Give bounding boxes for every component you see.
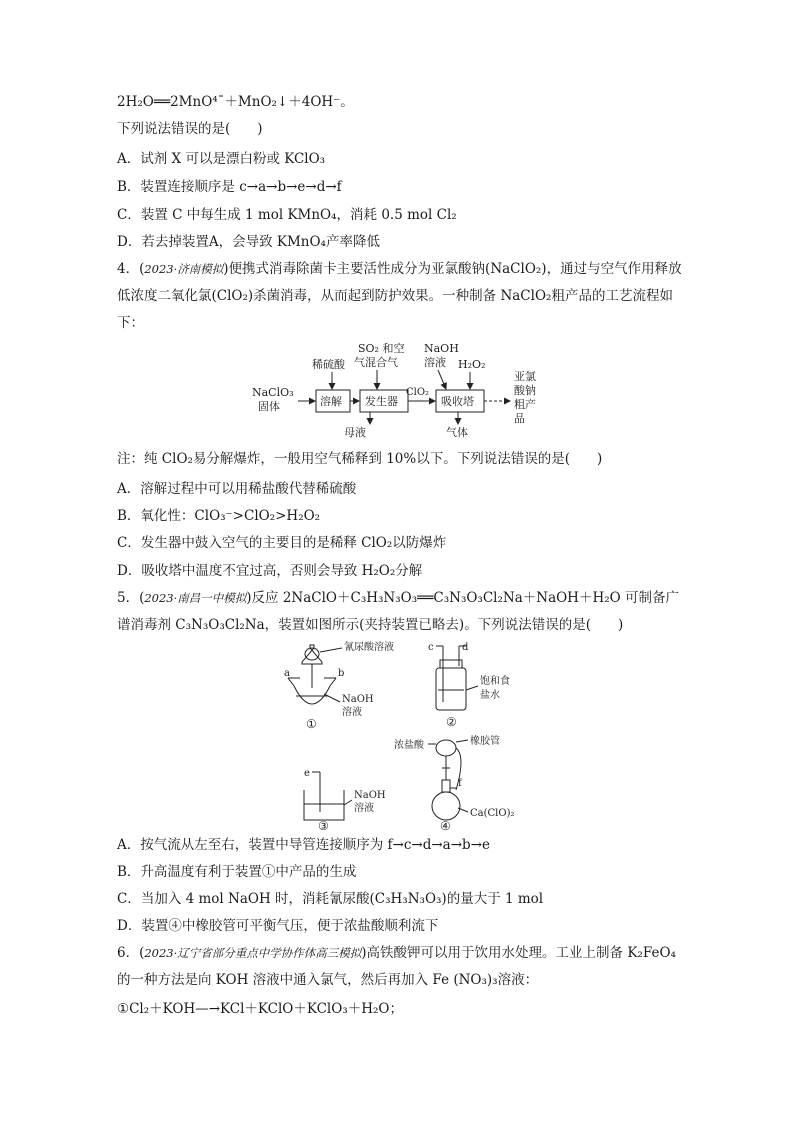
flow-naoh-1: NaOH: [424, 342, 459, 355]
app4-number: ④: [440, 819, 451, 832]
apparatus-3: [304, 772, 352, 820]
question-5-option-a: A．按气流从左至右，装置中导管连接顺序为 f→c→d→a→b→e: [117, 837, 490, 853]
question-4-option-a: A．溶解过程中可以用稀盐酸代替稀硫酸: [117, 481, 357, 497]
app1-naoh-2: 溶液: [342, 707, 362, 718]
flow-product-3: 粗产: [514, 398, 536, 411]
app4-port-f: f: [458, 778, 462, 789]
app1-naoh-1: NaOH: [342, 694, 374, 705]
question-5-source: 2023·南昌一中模拟: [144, 591, 247, 605]
question-5-option-d: D．装置④中橡胶管可平衡气压，便于浓盐酸顺利流下: [117, 918, 439, 934]
question-6-source: 2023·辽宁省部分重点中学协作体高三模拟: [144, 946, 362, 960]
apparatus-diagram: [280, 640, 530, 832]
flow-box-absorber-label: 吸收塔: [441, 395, 474, 408]
flow-gas-mix-1: SO₂ 和空: [358, 342, 405, 355]
app3-number: ③: [318, 819, 329, 832]
equation-line: 2H₂O══2MnO⁴ˉ＋MnO₂↓＋4OH⁻。: [117, 94, 354, 110]
app1-port-b: b: [338, 668, 345, 679]
app1-number: ①: [306, 717, 317, 731]
apparatus-2: [436, 646, 478, 710]
app2-label-1: 饱和食: [480, 676, 510, 687]
flow-mother-liquor: 母液: [344, 426, 366, 439]
question-5-option-b: B．升高温度有利于装置①中产品的生成: [117, 864, 357, 880]
app2-port-d: d: [462, 642, 469, 653]
flow-gas-out: 气体: [446, 426, 468, 439]
flow-product-2: 酸钠: [514, 384, 536, 397]
option-b: B．装置连接顺序是 c→a→b→e→d→f: [117, 179, 342, 195]
app4-acid: 浓盐酸: [394, 740, 424, 751]
app2-number: ②: [446, 715, 457, 729]
question-6-equation: ①Cl₂＋KOH—→KCl＋KClO＋KClO₃＋H₂O；: [117, 1001, 403, 1017]
process-flow-diagram: [246, 338, 556, 444]
question-4-note: 注：纯 ClO₂易分解爆炸，一般用空气稀释到 10%以下。下列说法错误的是( ): [117, 451, 603, 467]
question-4-source: 2023·济南模拟: [144, 262, 224, 276]
flow-box-dissolve-label: 溶解: [320, 395, 342, 408]
app2-port-c: c: [428, 642, 434, 653]
flow-acid: 稀硫酸: [312, 358, 345, 371]
question-6-stem: 6．(2023·辽宁省部分重点中学协作体高三模拟)高铁酸钾可以用于饮用水处理。工业上制备 K₂FeO₄的一种方法是向 KOH 溶液中通入氯气，然后再加入 Fe (NO₃)₃溶液：: [117, 945, 676, 988]
app3-port-e: e: [304, 768, 310, 779]
app4-reagent: Ca(ClO)₂: [470, 808, 515, 819]
app2-label-2: 盐水: [480, 690, 500, 701]
question-prompt: 下列说法错误的是( ): [117, 121, 263, 137]
flow-gas-mix-2: 气混合气: [354, 356, 398, 369]
option-a: A．试剂 X 可以是漂白粉或 KClO₃: [117, 151, 326, 167]
apparatus-4: [428, 740, 468, 820]
flow-h2o2: H₂O₂: [458, 358, 486, 371]
app3-naoh-1: NaOH: [354, 790, 386, 801]
question-4-option-d: D．吸收塔中温度不宜过高，否则会导致 H₂O₂分解: [117, 563, 423, 579]
question-5-stem: 5．(2023·南昌一中模拟)反应 2NaClO＋C₃H₃N₃O₃══C₃N₃O₃Cl₂Na＋NaOH＋H₂O 可制备广谱消毒剂 C₃N₃O₃Cl₂Na，装置如图所示(夹持装置已略去)。下列说法错误的是( ): [117, 590, 679, 633]
question-5-option-c: C．当加入 4 mol NaOH 时，消耗氰尿酸(C₃H₃N₃O₃)的量大于 1 mol: [117, 891, 544, 907]
flow-naoh-2: 溶液: [424, 356, 446, 369]
app4-rubber-tube: 橡胶管: [470, 736, 500, 747]
flow-feed-2: 固体: [258, 400, 280, 413]
app1-port-a: a: [284, 668, 290, 679]
option-c: C．装置 C 中每生成 1 mol KMnO₄，消耗 0.5 mol Cl₂: [117, 207, 457, 223]
flow-clo2-label: ClO₂: [406, 387, 430, 398]
question-4-stem: 4．(2023·济南模拟)便携式消毒除菌卡主要活性成分为亚氯酸钠(NaClO₂)，通过与空气作用释放低浓度二氧化氯(ClO₂)杀菌消毒，从而起到防护效果。一种制备 NaClO₂粗产品的工艺流程如下：: [117, 261, 682, 331]
app3-naoh-2: 溶液: [354, 803, 374, 814]
flow-feed-1: NaClO₃: [252, 386, 294, 399]
flow-product-1: 亚氯: [514, 370, 536, 383]
flow-product-4: 品: [514, 412, 525, 425]
app1-reagent: 氰尿酸溶液: [344, 642, 394, 653]
option-d: D．若去掉装置A，会导致 KMnO₄产率降低: [117, 234, 380, 250]
question-4-option-c: C．发生器中鼓入空气的主要目的是稀释 ClO₂以防爆炸: [117, 535, 447, 551]
apparatus-1: [288, 645, 345, 704]
flow-box-generator-label: 发生器: [365, 395, 398, 408]
question-4-option-b: B．氧化性：ClO₃⁻>ClO₂>H₂O₂: [117, 508, 321, 524]
